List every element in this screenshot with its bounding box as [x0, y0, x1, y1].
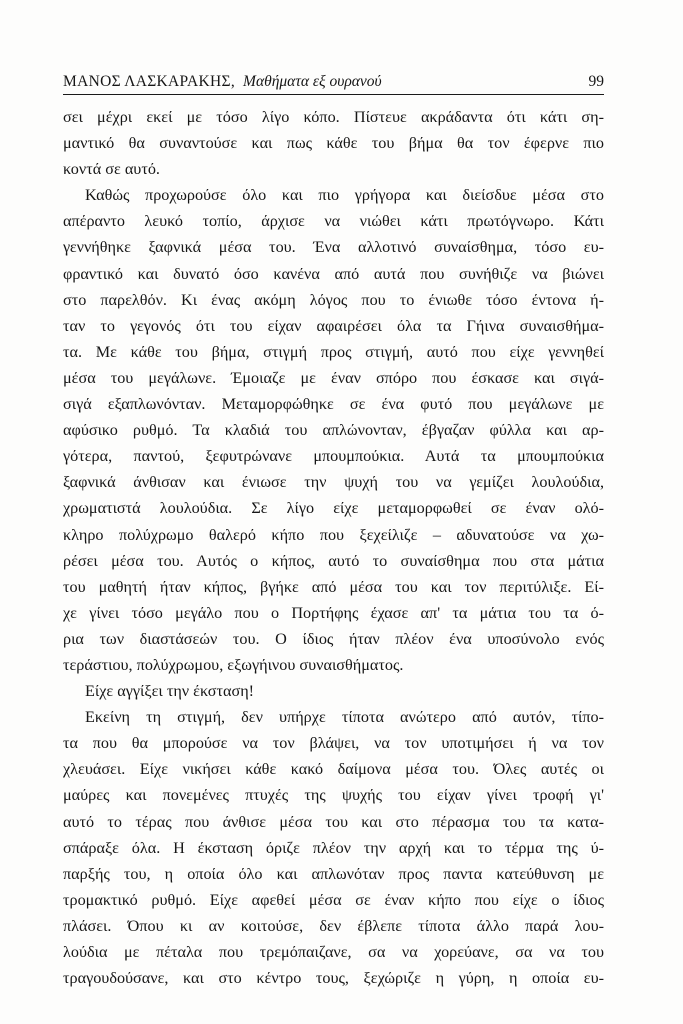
text-line: τρομακτικό ρυθμό. Είχε αφεθεί μέσα σε έναν κήπο που είχε ο ίδιος — [63, 890, 604, 909]
text-line: του μαθητή ήταν κήπος, βγήκε από μέσα του και τον περιτύλιξε. Εί- — [63, 577, 604, 596]
running-header — [63, 66, 604, 92]
text-line: χρωματιστά λουλούδια. Σε λίγο είχε μεταμορφωθεί σε έναν ολό- — [63, 499, 604, 518]
text-line: μαύρες και πονεμένες πτυχές της ψυχής του είχαν γίνει τροφή γι' — [63, 786, 604, 805]
text-line: φραντικό και δυνατό όσο κανένα από αυτά που συνήθιζε να βιώνει — [63, 264, 604, 283]
text-line: τα που θα μπορούσε να τον βλάψει, να τον υποτιμήσει ή να τον — [63, 734, 604, 753]
text-line: ταν το γεγονός ότι του είχαν αφαιρέσει όλα τα Γήινα συναισθήμα- — [63, 316, 604, 335]
text-line: γότερα, παντού, ξεφυτρώνανε μπουμπούκια. Αυτά τα μπουμπούκια — [63, 447, 604, 466]
text-line: κληρο πολύχρωμο θαλερό κήπο που ξεχείλιζε – αδυνατούσε να χω- — [63, 525, 604, 544]
header-left — [63, 72, 382, 92]
text-line: αφύσικο ρυθμό. Τα κλαδιά του απλώνονταν, έβγαζαν φύλλα και αρ- — [63, 421, 604, 440]
text-line: αυτό το τέρας που άνθισε μέσα του και στο πέρασμα του τα κατα- — [63, 812, 604, 831]
text-line: ξαφνικά άνθισαν και ένιωσε την ψυχή του να γεμίζει λουλούδια, — [63, 473, 604, 492]
header-rule — [63, 94, 604, 95]
text-line: τεράστιου, πολύχρωμου, εξωγήινου συναισθήματος. — [63, 655, 404, 674]
text-line: τα. Με κάθε του βήμα, στιγμή προς στιγμή, αυτό που είχε γεννηθεί — [63, 342, 604, 361]
text-line: τραγουδούσανε, και στο κέντρο τους, ξεχώριζε η γύρη, η οποία ευ- — [63, 969, 604, 988]
text-line: χλευάσει. Είχε νικήσει κάθε κακό δαίμονα μέσα του. Όλες αυτές οι — [63, 760, 604, 779]
text-line: Είχε αγγίξει την έκσταση! — [85, 682, 255, 701]
author-name: ΜΑΝΟΣ ΛΑΣΚΑΡΑΚΗΣ, — [63, 73, 236, 90]
text-line: χε γίνει τόσο μεγάλο που ο Πορτήφης έχασε απ' τα μάτια του τα ό- — [63, 603, 604, 622]
text-line: απέραντο λευκό τοπίο, άρχισε να νιώθει κάτι πρωτόγνωρο. Κάτι — [63, 212, 604, 231]
text-line: λούδια με πέταλα που τρεμόπαιζανε, σα να χορεύανε, σα να του — [63, 943, 604, 961]
book-title: Μαθήματα εξ ουρανού — [243, 73, 382, 90]
text-line: παρξής του, η οποία όλο και απλωνόταν προς παντα κατεύθυνση με — [63, 864, 604, 883]
text-line: πλάσει. Όπου κι αν κοιτούσε, δεν έβλεπε τίποτα άλλο παρά λου- — [63, 916, 604, 935]
body-text — [63, 104, 604, 991]
text-line: στο παρελθόν. Κι ένας ακόμη λόγος που το ένιωθε τόσο έντονα ή- — [63, 290, 604, 309]
page-number: 99 — [588, 73, 604, 90]
text-line: σιγά εξαπλωνόνταν. Μεταμορφώθηκε σε ένα φυτό που μεγάλωνε με — [63, 395, 604, 414]
text-line: μαντικό θα συναντούσε και πως κάθε του βήμα θα τον έφερνε πιο — [63, 134, 604, 153]
text-line: γεννήθηκε ξαφνικά μέσα του. Ένα αλλοτινό συναίσθημα, τόσο ευ- — [63, 238, 604, 257]
text-line: ρέσει μέσα του. Αυτός ο κήπος, αυτό το συναίσθημα που στα μάτια — [63, 551, 604, 570]
text-line: σπάραξε όλα. Η έκσταση όριζε πλέον την αρχή και το τέρμα της ύ- — [63, 838, 604, 857]
text-line: μέσα του μεγάλωνε. Έμοιαζε με έναν σπόρο που έσκασε και σιγά- — [63, 368, 604, 387]
text-line: κοντά σε αυτό. — [63, 160, 160, 179]
text-line: σει μέχρι εκεί με τόσο λίγο κόπο. Πίστευε ακράδαντα ότι κάτι ση- — [63, 108, 604, 126]
text-line: Καθώς προχωρούσε όλο και πιο γρήγορα και διείσδυε μέσα στο — [85, 186, 604, 205]
text-line: ρια των διαστάσεών του. Ο ίδιος ήταν πλέον ένα υποσύνολο ενός — [63, 629, 604, 648]
text-line: Εκείνη τη στιγμή, δεν υπήρχε τίποτα ανώτερο από αυτόν, τίπο- — [85, 708, 604, 727]
